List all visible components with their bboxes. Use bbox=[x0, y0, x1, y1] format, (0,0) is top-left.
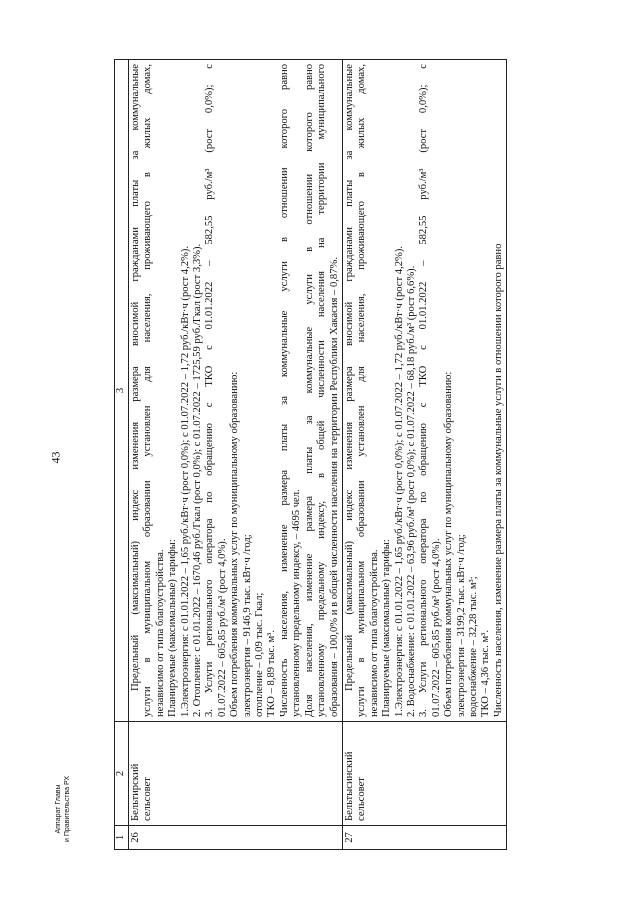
description-line: услуги в муниципальном образовании установлен для населения, проживающего в жилых домах, bbox=[356, 64, 368, 717]
description-line: Численность населения, изменение размера платы за коммунальные услуги в отношении которого равно bbox=[492, 243, 504, 717]
municipality-name: Бельтирский сельсовет bbox=[129, 722, 343, 826]
description-line: образования – 100,0% и в общей численности населения на территории Республики Хакасия – 0,87%. bbox=[328, 257, 340, 717]
row-number: 26 bbox=[129, 826, 343, 850]
description-line: 2. Отопление: с 01.01.2022 – 1670,46 руб./Гкал (рост 0,0%); с 01.07.2022 – 1725,59 руб./Гкал (рост 3,3%). bbox=[192, 243, 204, 717]
description-line: Предельный (максимальный) индекс изменения размера вносимой гражданами платы за коммунальные bbox=[130, 64, 141, 691]
description-line: установленному предельному индексу, в общей численности населения на территории муниципального bbox=[316, 64, 328, 717]
description-line: 1.Электроэнергия: с 01.01.2022 – 1,65 руб./кВт·ч (рост 0,0%); с 01.07.2022 – 1,72 руб./кВт·ч (рост 4,2%). bbox=[393, 245, 405, 717]
description-line: услуги в муниципальном образовании установлен для населения, проживающего в жилых домах, bbox=[142, 64, 154, 717]
description-line: 1.Электроэнергия: с 01.01.2022 – 1,65 руб./кВт·ч (рост 0,0%); с 01.07.2022 – 1,72 руб./кВт·ч (рост 4,2%). bbox=[179, 245, 191, 717]
tariff-description bbox=[342, 60, 506, 722]
description-line: водоснабжение – 32,28 тыс. м³; bbox=[467, 576, 479, 717]
table-header-row bbox=[115, 60, 129, 850]
description-line: Объем потребления коммунальных услуг по муниципальному образованию: bbox=[229, 371, 241, 717]
description-line: 3. Услуги регионального оператора по обращению с ТКО с 01.01.2022 – 582,55 руб./м³ (рост 0,0%); с bbox=[418, 64, 430, 717]
description-line: ТКО – 4,36 тыс. м³. bbox=[480, 630, 492, 717]
tariff-table bbox=[114, 59, 507, 850]
office-stamp bbox=[54, 754, 72, 864]
stamp-line: и Правительства РХ bbox=[64, 775, 71, 843]
description-line: независимо от типа благоустройства. bbox=[154, 549, 166, 717]
stamp-line: Аппарат Главы bbox=[55, 784, 62, 834]
description-line: Численность населения, изменение размера платы за коммунальные услуги в отношении которого равно bbox=[278, 64, 290, 717]
page-number: 43 bbox=[48, 451, 63, 464]
description-line: независимо от типа благоустройства. bbox=[368, 549, 380, 717]
description-line: Доля населения, изменение размера платы за коммунальные услуги в отношении которого равно bbox=[303, 64, 315, 717]
description-line: 2. Водоснабжение: с 01.01.2022 – 63,96 руб./м³ (рост 0,0%); с 01.07.2022 – 68,18 руб./м³ (рост 6,6%). bbox=[405, 265, 417, 717]
column-header-3: 3 bbox=[115, 60, 129, 722]
description-line: ТКО – 8,89 тыс. м³. bbox=[266, 630, 278, 717]
municipality-name: Бельтысинский сельсовет bbox=[342, 722, 506, 826]
column-header-2: 2 bbox=[115, 722, 129, 826]
description-line: отопление – 0,09 тыс. Гкал; bbox=[254, 592, 266, 717]
description-line: 3. Услуги регионального оператора по обращению с ТКО с 01.01.2022 – 582,55 руб./м³ (рост 0,0%); с bbox=[204, 64, 216, 717]
description-line: Планируемые (максимальные) тарифы: bbox=[381, 539, 393, 717]
column-header-1: 1 bbox=[115, 826, 129, 850]
row-number: 27 bbox=[342, 826, 506, 850]
table-row bbox=[129, 60, 343, 850]
description-line: 01.07.2022 – 605,85 руб./м³ (рост 4,0%). bbox=[216, 538, 228, 717]
description-line: установленному предельному индексу, – 4695 чел. bbox=[291, 489, 303, 717]
tariff-description bbox=[129, 60, 343, 722]
description-line: электроэнергия – 9146,9 тыс. кВт·ч /год; bbox=[241, 534, 253, 717]
table-row bbox=[342, 60, 506, 850]
description-line: Планируемые (максимальные) тарифы: bbox=[167, 539, 179, 717]
rotated-content bbox=[114, 60, 624, 850]
description-line: 01.07.2022 – 605,85 руб./м³ (рост 4,0%). bbox=[430, 538, 442, 717]
description-line: Предельный (максимальный) индекс изменения размера вносимой гражданами платы за коммунальные bbox=[343, 64, 355, 691]
description-line: Объем потребления коммунальных услуг по муниципальному образованию: bbox=[443, 371, 455, 717]
description-line: электроэнергия – 3199,2 тыс. кВт·ч /год; bbox=[455, 534, 467, 717]
